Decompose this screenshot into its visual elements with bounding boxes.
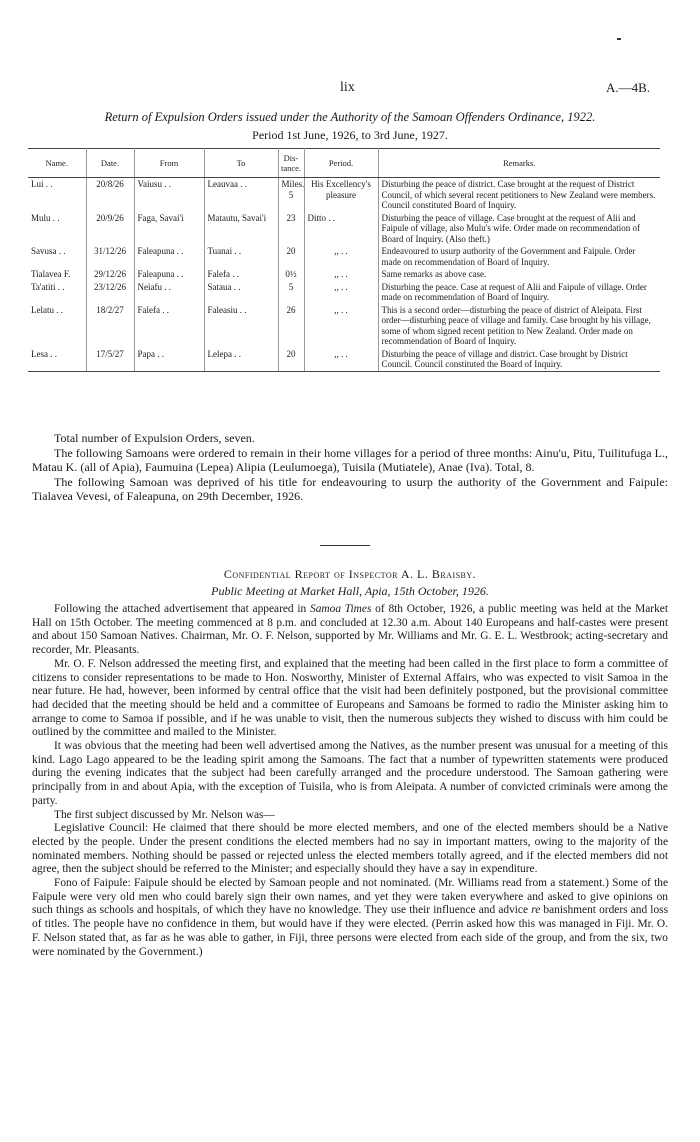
date-cell: 29/12/26 [86,268,134,281]
table-header-row [28,149,660,178]
period-cell: Ditto . . [304,212,378,246]
column-header: Dis-tance. [278,149,304,178]
newspaper-name: Samoa Times [310,603,372,615]
table-title: Return of Expulsion Orders issued under the Authority of the Samoan Offenders Ordinance, 1922. [104,110,596,124]
from-cell: Papa . . [134,348,204,372]
report-paragraph: The first subject discussed by Mr. Nelson was— [54,808,275,821]
page-mark [617,38,621,40]
name-cell: Lesa . . [28,348,86,372]
column-header: Name. [28,149,86,178]
report-paragraph: Legislative Council: He claimed that there should be more elected members, and one of the elected members should be a Native elected by the people. Under the present conditions the elected members had no say in important matters, owing to the majority of the nominated members. Nothing should be passed or rejected unless the elected members totally agreed, and if the elected members did not agree, then the subject should be referred to the Minister; and especially should they have a say in expenditure. [32,822,668,876]
from-cell: Faleapuna . . [134,268,204,281]
summary-section [32,431,668,504]
distance-cell: 23 [278,212,304,246]
expulsion-orders-table [28,148,660,372]
text-span: of 8th October, 1926, a public meeting was held at the Market Hall on 15th October. The meeting commenced at 8 p.m. and concluded at 12.30 a.m. About 140 Europeans and half-castes were present and about 150 Samoan Natives. Chairman, Mr. O. F. Nelson, supported by Mr. Williams and Mr. G. E. L. Westbrook; acting-secretary and recorder, Mr. Pleasants. [32,603,668,657]
name-cell: Mulu . . [28,212,86,246]
summary-paragraph: Total number of Expulsion Orders, seven. [54,431,255,445]
distance-value: 5 [288,189,294,200]
date-cell: 20/9/26 [86,212,134,246]
to-cell: Sataua . . [204,281,278,304]
text-span: banishment orders and loss of titles. The people have no confidence in them, but would have if they were elected. (Perrin asked how this was managed in Fiji. Mr. O. F. Nelson stated that, as far as he was able to gather, in Fiji, three persons were elected from each side of the group, and from the six, two were nominated by the Government.) [32,904,669,958]
report-paragraph [32,603,668,658]
distance-cell: 5 [278,281,304,304]
page-header [0,80,700,102]
text-span: Following the attached advertisement that appeared in [54,603,311,615]
report-body [32,603,668,959]
period-cell: ,, . . [304,348,378,372]
date-cell: 20/8/26 [86,178,134,212]
date-cell: 18/2/27 [86,304,134,348]
table-row [28,348,660,372]
name-cell: Lelatu . . [28,304,86,348]
distance-cell: 0½ [278,268,304,281]
to-cell: Faleasiu . . [204,304,278,348]
column-header: From [134,149,204,178]
name-cell: Savusa . . [28,245,86,268]
to-cell: Tuanai . . [204,245,278,268]
period-cell: ,, . . [304,304,378,348]
distance-cell: 20 [278,348,304,372]
table-row [28,268,660,281]
to-cell: Falefa . . [204,268,278,281]
report-title: Confidential Report of Inspector A. L. Braisby. [223,567,477,581]
section-divider [320,545,370,546]
to-cell: Leauvaa . . [204,178,278,212]
period-cell: ,, . . [304,268,378,281]
page-number: lix [340,80,355,95]
latin-re: re [531,904,541,917]
column-header: To [204,149,278,178]
name-cell: Ta'atiti . . [28,281,86,304]
table-row [28,245,660,268]
remarks-cell: Same remarks as above case. [381,269,487,279]
report-subtitle: Public Meeting at Market Hall, Apia, 15th October, 1926. [211,584,489,598]
summary-paragraph: The following Samoan was deprived of his title for endeavouring to usurp the authority of the Government and Faipule: Tialavea Vevesi, of Faleapuna, on 29th December, 1926. [32,474,668,503]
date-cell: 31/12/26 [86,245,134,268]
from-cell: Neiafu . . [134,281,204,304]
report-paragraph: Mr. O. F. Nelson addressed the meeting first, and explained that the meeting had been called in the first place to form a committee of citizens to consider representations to be made to Hon. Nosworthy, Minister of External Affairs, who was expected to visit Samoa in the near future. He had, however, been informed by central office that the visit had been definitely postponed, but the provisional committee had decided that the meeting should be held and a committee of Europeans and Samoans be formed to radio the Minister asking him to arrange to come to Samoa if possible, and if he was unable to visit, then the numerous subjects they wished to discuss with him could be outlined by the committee and mailed to the Minister. [32,657,668,739]
from-cell: Faleapuna . . [134,245,204,268]
to-cell: Matautu, Savai'i [204,212,278,246]
remarks-cell: Disturbing the peace of district. Case brought at the request of District Council, of which several recent petitioners to New Zealand were members. Council constituted Board of Inquiry. [381,179,656,210]
table-period: Period 1st June, 1926, to 3rd June, 1927. [252,128,448,142]
miles-label: Miles. [281,179,305,189]
from-cell: Falefa . . [134,304,204,348]
distance-cell: 26 [278,304,304,348]
report-paragraph [32,877,668,959]
date-cell: 23/12/26 [86,281,134,304]
column-header: Remarks. [378,149,660,178]
table-row [28,304,660,348]
period-cell: ,, . . [304,245,378,268]
date-cell: 17/5/27 [86,348,134,372]
document-reference: A.—4B. [605,80,650,95]
distance-cell: 20 [278,245,304,268]
period-cell: His Excellency's pleasure [304,178,378,212]
table-row [28,281,660,304]
period-cell: ,, . . [304,281,378,304]
column-header: Period. [304,149,378,178]
remarks-cell: Disturbing the peace of village and district. Case brought by District Council. Council constituted the Board of Inquiry. [378,348,660,372]
remarks-cell: Endeavoured to usurp authority of the Government and Faipule. Order made on recommendation of Board of Inquiry. [381,246,636,267]
text-span: Fono of Faipule: Faipule should be elected by Samoan people and not nominated. (Mr. Williams read from a statement.) Some of the Faipule were very old men who could barely sign their own names, and yet they were taken everywhere and asked to give opinions on such things as schools and hospitals, of which they have no knowledge. They use their influence and advice [32,877,668,917]
distance-cell [278,178,304,212]
from-cell: Faga, Savai'i [134,212,204,246]
table-row [28,212,660,246]
report-paragraph: It was obvious that the meeting had been well advertised among the Natives, as the number present was unusual for a meeting of this kind. Lago Lago appeared to be the leading spirit among the Samoans. The fact that a number of typewritten statements were produced during the evening indicates that the subject had been carefully arranged and the procedure understood. The Samoan gathering were principally from in and about Apia, with the exception of Tuisila, who is from Aleipata. A number of convicted criminals were among the party. [32,740,668,807]
remarks-cell: Disturbing the peace. Case at request of Alii and Faipule of village. Order made on recommendation of Board of Inquiry. [381,281,647,302]
remarks-cell: Disturbing the peace of village. Case brought at the request of Alii and Faipule of village, also Mulu's wife. Order made on recommendation of Board of Inquiry. (Also theft.) [381,212,641,244]
summary-paragraph: The following Samoans were ordered to remain in their home villages for a period of three months: Ainu'u, Pitu, Tuilitufuga L., Matau K. (all of Apia), Faumuina (Lepea) Alipia (Leulumoega), Tuisila (Mutiatele), Anae (Iva). Total, 8. [32,445,668,474]
column-header: Date. [86,149,134,178]
from-cell: Vaiusu . . [134,178,204,212]
to-cell: Lelepa . . [204,348,278,372]
table-row [28,178,660,212]
name-cell: Tialavea F. [28,268,86,281]
remarks-cell: This is a second order—disturbing the peace of district of Aleipata. First order—disturbing peace of village and family. Case brought by his village, some of whom signed recent petition to New Zealand. Order made on recommendation of Board of Inquiry. [381,304,651,346]
name-cell: Lui . . [28,178,86,212]
